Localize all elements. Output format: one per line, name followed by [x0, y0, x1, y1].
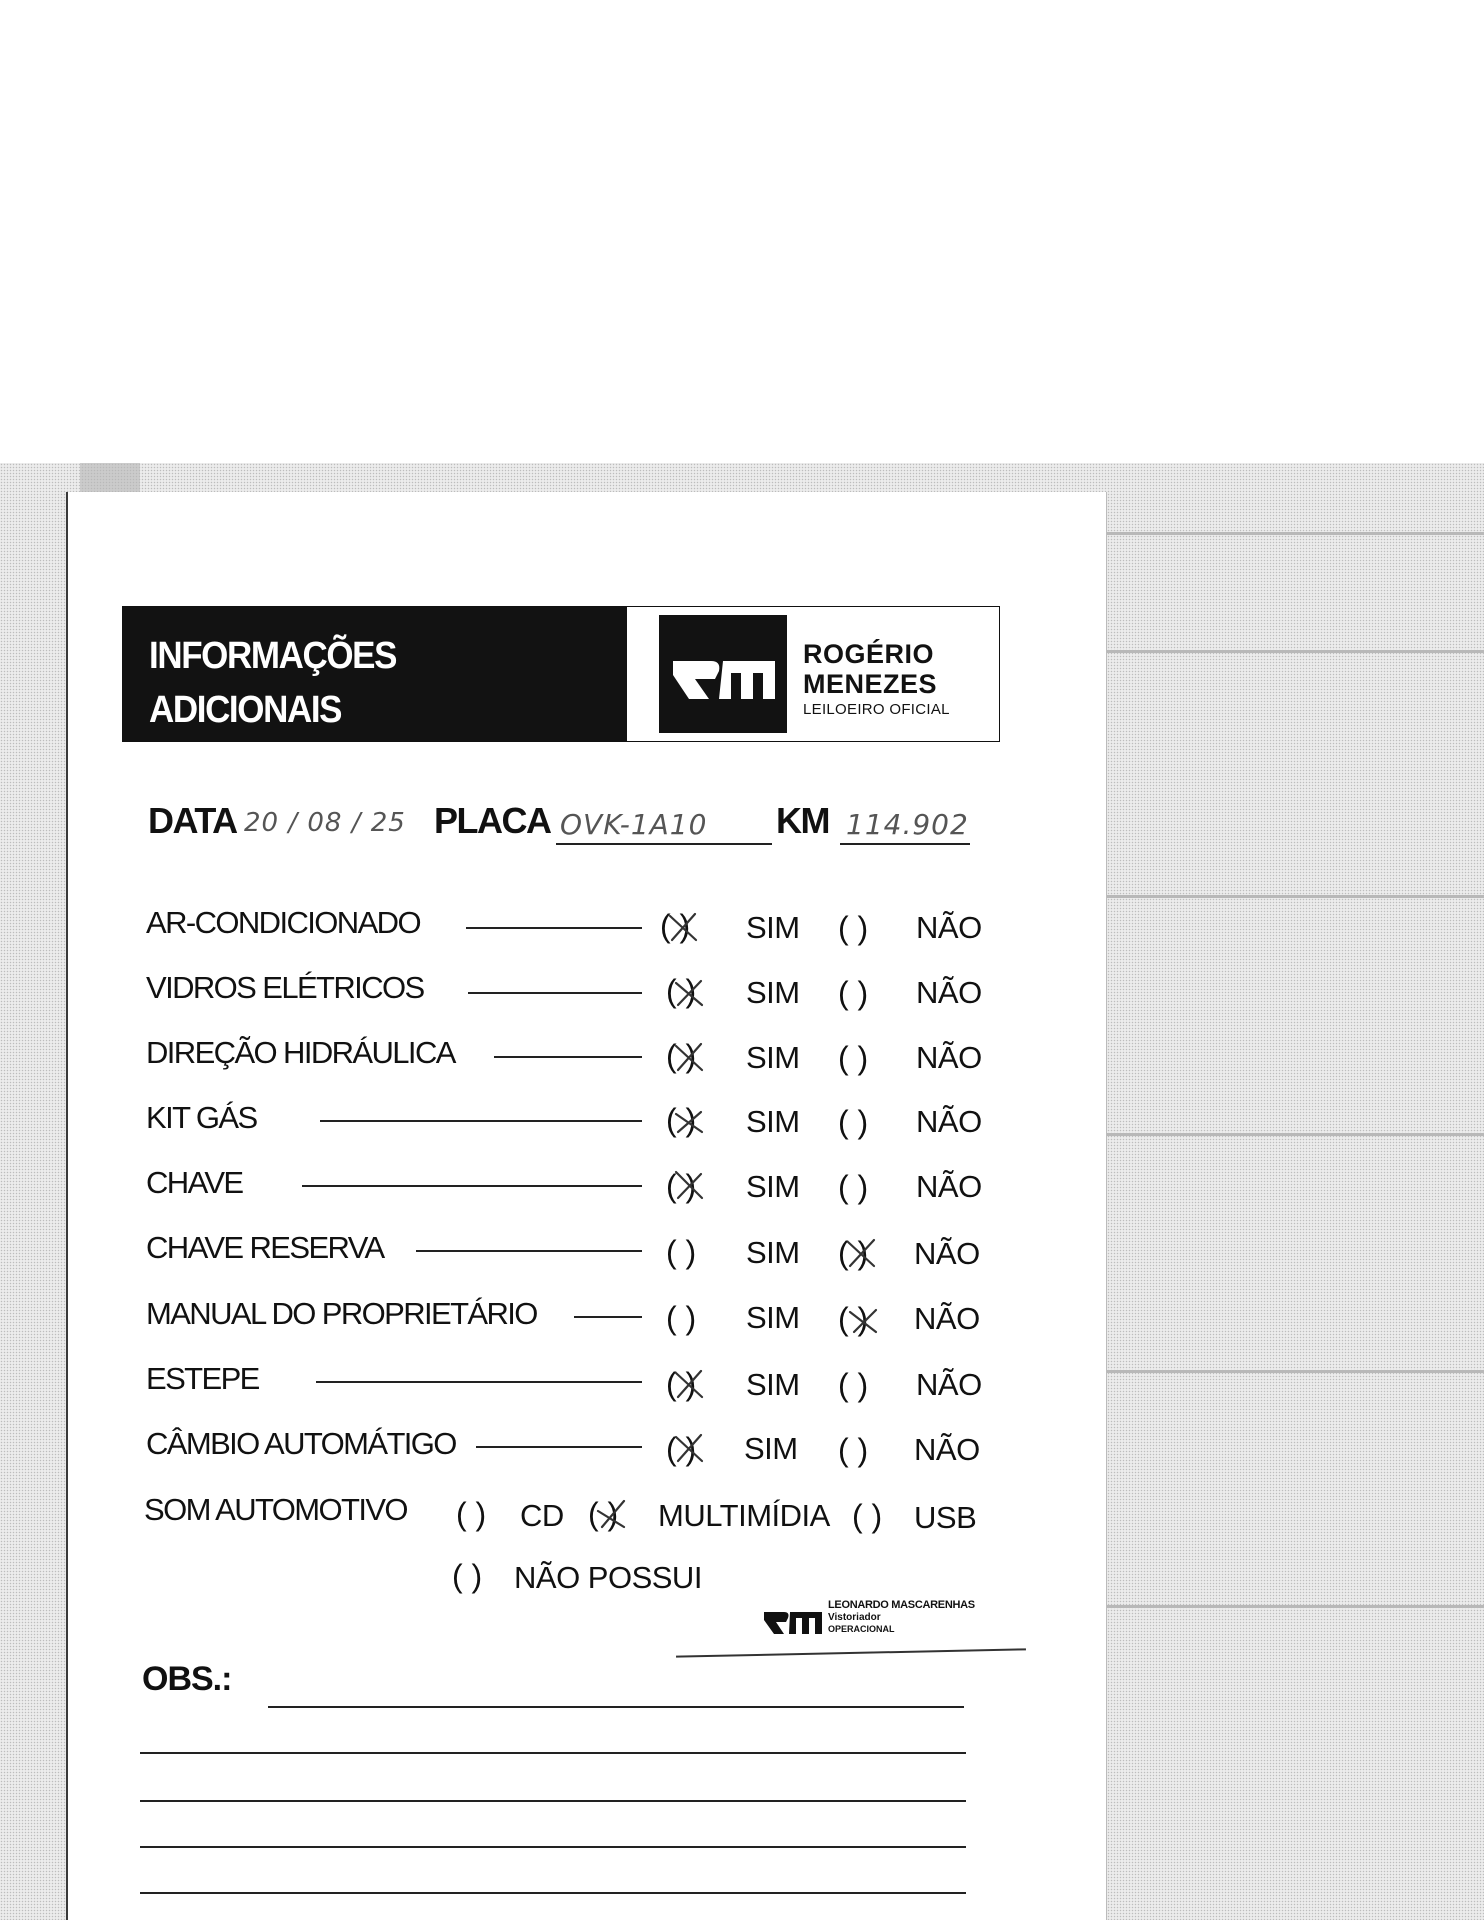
- sim-checkbox[interactable]: ( ): [666, 1102, 697, 1138]
- cd-checkbox[interactable]: ( ): [456, 1496, 487, 1532]
- stamp-role: Vistoriador: [828, 1612, 881, 1623]
- header-title: [149, 629, 396, 737]
- sim-option: SIM: [744, 1431, 798, 1466]
- nao-checkbox[interactable]: ( ): [838, 1104, 869, 1140]
- data-value: 20 / 08 / 25: [244, 808, 406, 838]
- nao-option: NÃO: [914, 1432, 980, 1467]
- placa-value: OVK-1A10: [560, 808, 708, 841]
- check-x-icon: [846, 1302, 880, 1336]
- nao-checkbox[interactable]: ( ): [838, 1301, 869, 1337]
- item-label: AR-CONDICIONADO: [146, 905, 420, 940]
- leader-line: [574, 1316, 642, 1318]
- check-x-icon: [672, 1431, 706, 1465]
- check-x-icon: [594, 1497, 628, 1531]
- sim-option: SIM: [746, 1235, 800, 1270]
- check-x-icon: [672, 975, 706, 1009]
- check-x-icon: [672, 1104, 706, 1138]
- stamp-logo-icon: [762, 1600, 824, 1644]
- nao-option: NÃO: [916, 1104, 982, 1139]
- multimidia-checkbox[interactable]: ( ): [588, 1496, 619, 1532]
- item-label: CHAVE: [146, 1165, 243, 1200]
- signature-line: [676, 1648, 1026, 1657]
- nao-checkbox[interactable]: ( ): [838, 910, 869, 946]
- km-label: KM: [776, 800, 829, 841]
- nao-option: NÃO: [916, 1040, 982, 1075]
- item-label: MANUAL DO PROPRIETÁRIO: [146, 1296, 537, 1331]
- nao-possui-option: NÃO POSSUI: [514, 1560, 702, 1595]
- sim-option: SIM: [746, 1367, 800, 1402]
- check-x-icon: [666, 910, 700, 944]
- check-x-icon: [672, 1168, 706, 1202]
- obs-label: OBS.:: [142, 1660, 232, 1698]
- sim-checkbox[interactable]: ( ): [666, 1366, 697, 1402]
- nao-checkbox[interactable]: ( ): [838, 1040, 869, 1076]
- item-label: VIDROS ELÉTRICOS: [146, 970, 424, 1005]
- placa-underline: [556, 843, 772, 845]
- nao-option: NÃO: [914, 1301, 980, 1336]
- scan-band: [1100, 895, 1484, 898]
- nao-checkbox[interactable]: ( ): [838, 1169, 869, 1205]
- multimidia-option: MULTIMÍDIA: [658, 1498, 830, 1533]
- header-title-line1: INFORMAÇÕES: [149, 635, 397, 677]
- scan-band: [1100, 1370, 1484, 1373]
- km-value: 114.902: [846, 808, 969, 841]
- check-x-icon: [844, 1236, 878, 1270]
- sim-checkbox[interactable]: ( ): [666, 1234, 697, 1270]
- nao-checkbox[interactable]: ( ): [838, 975, 869, 1011]
- leader-line: [320, 1120, 642, 1122]
- obs-line[interactable]: [268, 1706, 964, 1708]
- som-label: SOM AUTOMOTIVO: [144, 1492, 407, 1527]
- brand-subtitle: LEILOEIRO OFICIAL: [803, 701, 950, 718]
- usb-option: USB: [914, 1500, 977, 1535]
- inspector-stamp: [676, 1598, 1036, 1658]
- km-underline: [840, 843, 970, 845]
- brand-line2: MENEZES: [803, 669, 938, 699]
- rm-logo-icon: [659, 615, 787, 733]
- obs-line[interactable]: [140, 1892, 966, 1894]
- sim-checkbox[interactable]: ( ): [660, 908, 691, 944]
- nao-option: NÃO: [914, 1236, 980, 1271]
- scan-band: [1100, 532, 1484, 535]
- form-header: [122, 606, 1000, 742]
- scan-band: [1100, 1133, 1484, 1136]
- check-x-icon: [672, 1367, 706, 1401]
- header-title-panel: [123, 607, 627, 741]
- nao-checkbox[interactable]: ( ): [838, 1432, 869, 1468]
- nao-checkbox[interactable]: ( ): [838, 1367, 869, 1403]
- obs-line[interactable]: [140, 1846, 966, 1848]
- sim-option: SIM: [746, 1169, 800, 1204]
- obs-line[interactable]: [140, 1800, 966, 1802]
- item-label: DIREÇÃO HIDRÁULICA: [146, 1035, 455, 1070]
- sim-checkbox[interactable]: ( ): [666, 1038, 697, 1074]
- scan-band: [1100, 650, 1484, 653]
- header-title-line2: ADICIONAIS: [149, 689, 342, 731]
- scan-band: [1100, 1605, 1484, 1608]
- item-label: KIT GÁS: [146, 1100, 257, 1135]
- leader-line: [468, 992, 642, 994]
- nao-option: NÃO: [916, 975, 982, 1010]
- leader-line: [494, 1056, 642, 1058]
- stamp-name: LEONARDO MASCARENHAS: [828, 1599, 975, 1611]
- sim-checkbox[interactable]: ( ): [666, 1168, 697, 1204]
- leader-line: [302, 1185, 642, 1187]
- sim-option: SIM: [746, 1300, 800, 1335]
- item-label: ESTEPE: [146, 1361, 259, 1396]
- stamp-department: OPERACIONAL: [828, 1624, 895, 1634]
- sim-option: SIM: [746, 910, 800, 945]
- sim-checkbox[interactable]: ( ): [666, 1300, 697, 1336]
- brand-name: [803, 639, 937, 699]
- nao-option: NÃO: [916, 910, 982, 945]
- sim-checkbox[interactable]: ( ): [666, 973, 697, 1009]
- leader-line: [416, 1250, 642, 1252]
- usb-checkbox[interactable]: ( ): [852, 1498, 883, 1534]
- data-label: DATA: [148, 800, 237, 841]
- nao-option: NÃO: [916, 1367, 982, 1402]
- item-label: CÂMBIO AUTOMÁTIGO: [146, 1426, 456, 1461]
- sim-option: SIM: [746, 975, 800, 1010]
- nao-option: NÃO: [916, 1169, 982, 1204]
- leader-line: [316, 1381, 642, 1383]
- nao-checkbox[interactable]: ( ): [838, 1235, 869, 1271]
- sim-option: SIM: [746, 1104, 800, 1139]
- leader-line: [476, 1446, 642, 1448]
- sim-option: SIM: [746, 1040, 800, 1075]
- item-label: CHAVE RESERVA: [146, 1230, 384, 1265]
- leader-line: [466, 927, 642, 929]
- sim-checkbox[interactable]: ( ): [666, 1431, 697, 1467]
- brand-line1: ROGÉRIO: [803, 639, 935, 669]
- check-x-icon: [672, 1040, 706, 1074]
- cd-option: CD: [520, 1498, 564, 1533]
- nao-possui-checkbox[interactable]: ( ): [452, 1558, 483, 1594]
- placa-label: PLACA: [434, 800, 551, 841]
- obs-line[interactable]: [140, 1752, 966, 1754]
